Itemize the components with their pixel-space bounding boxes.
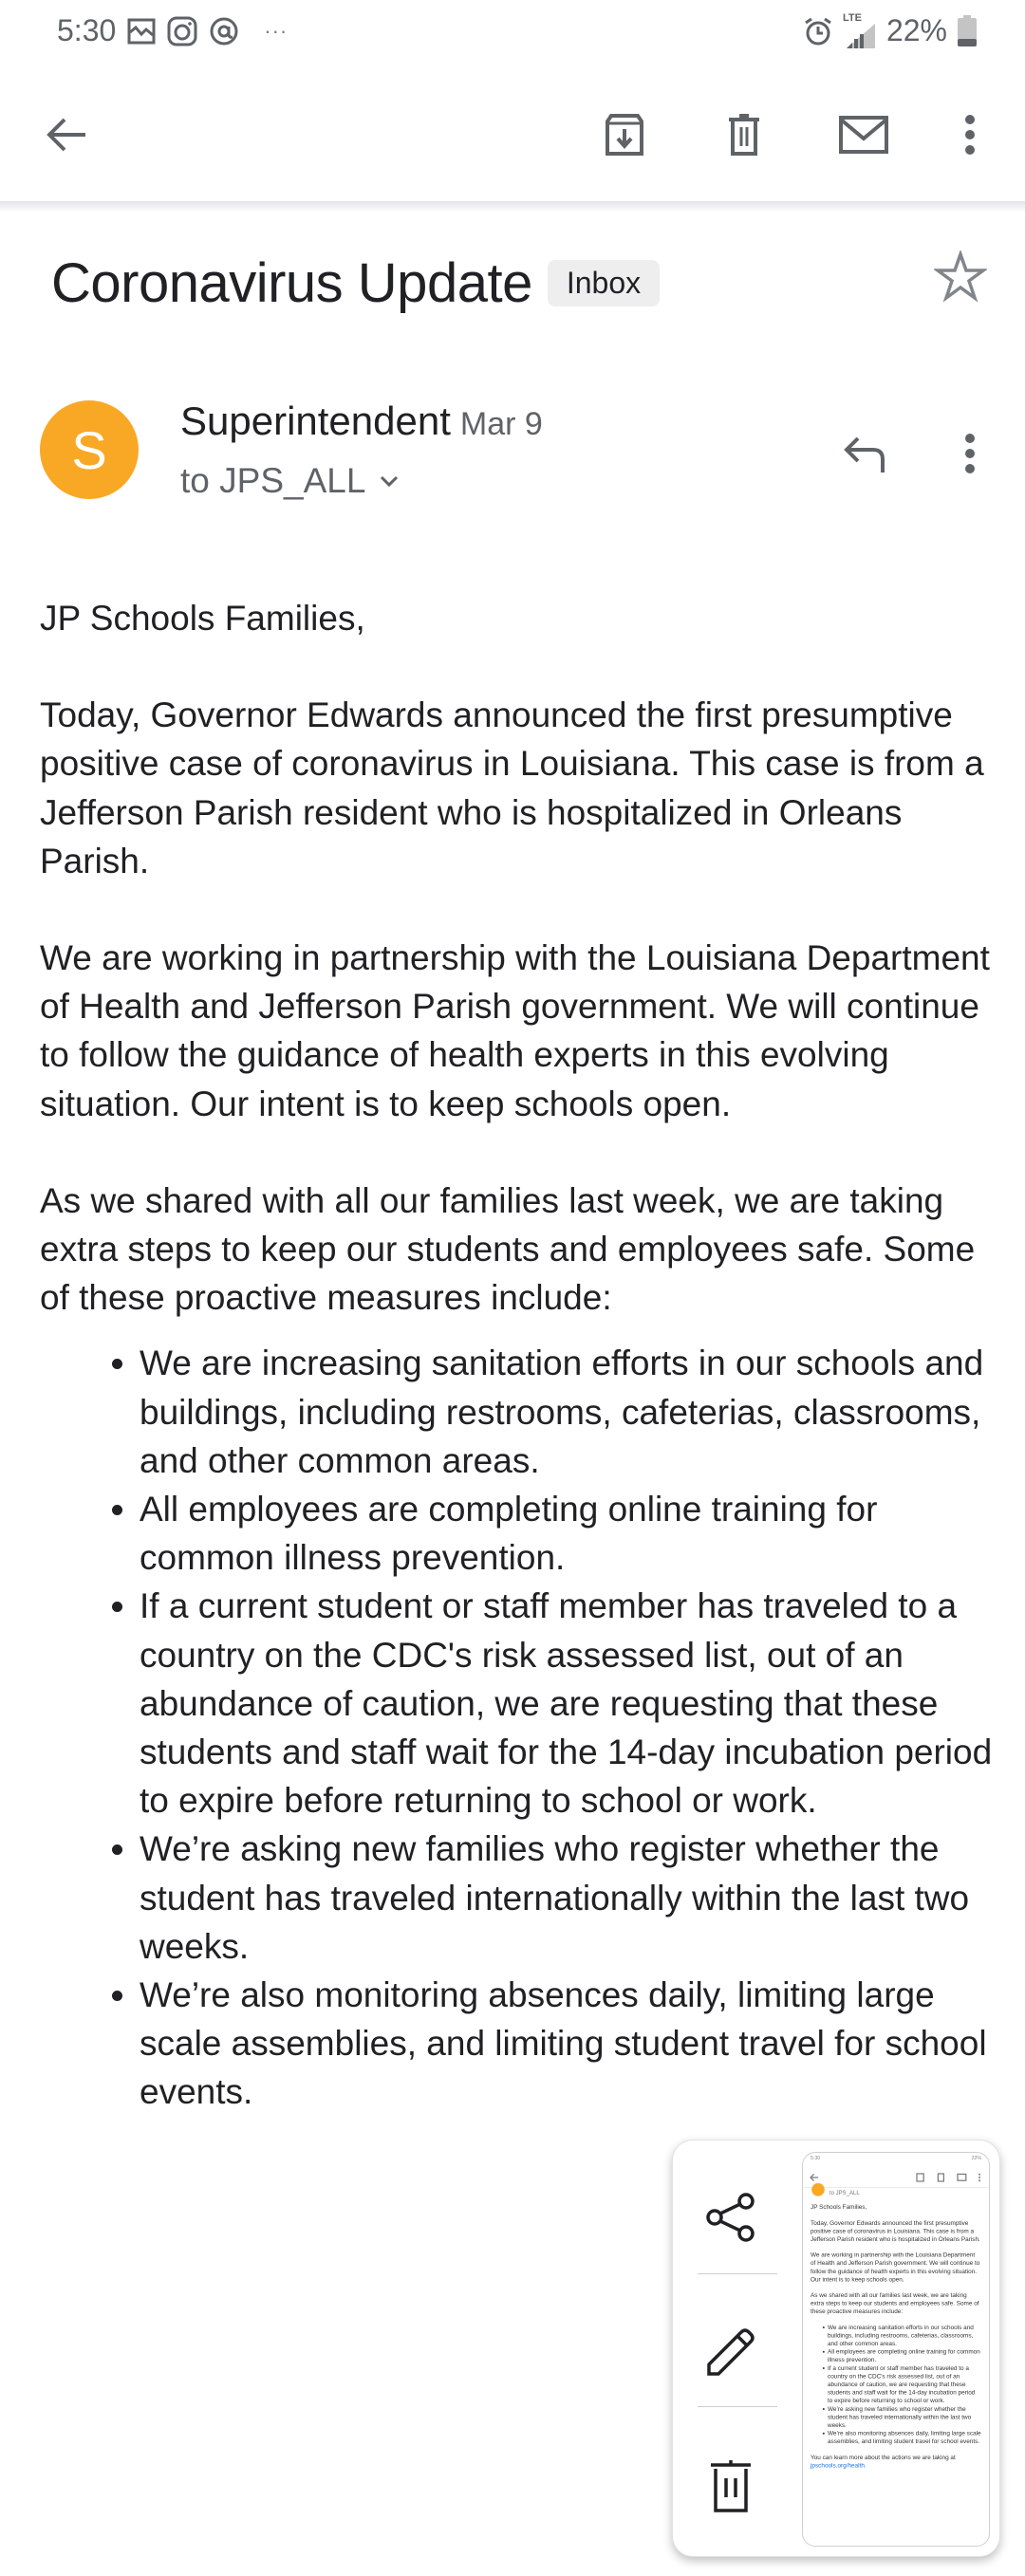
thumbnail-list: [811, 2323, 981, 2445]
mail-icon: [837, 112, 890, 158]
thumbnail-recipient: to JPS_ALL: [829, 2189, 860, 2196]
more-options-button[interactable]: [940, 104, 1000, 165]
toolbar-shadow: [0, 201, 1025, 213]
status-time: 5:30: [57, 13, 117, 47]
share-screenshot-button[interactable]: [698, 2184, 764, 2251]
network-type: LTE: [842, 12, 862, 24]
thumbnail-toolbar: [803, 2168, 989, 2188]
share-icon: [703, 2190, 758, 2245]
thumbnail-status-bar: [803, 2153, 989, 2168]
sender-name[interactable]: Superintendent: [180, 398, 451, 443]
archive-button[interactable]: [594, 104, 655, 165]
battery-percent: 22%: [885, 13, 947, 47]
delete-button[interactable]: [714, 104, 774, 165]
thumbnail-list-item: • We’re also monitoring absences daily, limiting large scale assemblies, and limiting student travel for school events.: [828, 2429, 981, 2445]
lte-signal-icon: [843, 13, 877, 48]
more-vert-icon: [978, 2174, 980, 2181]
instagram-icon: [167, 16, 197, 46]
battery-icon: [957, 15, 978, 47]
thumbnail-greeting: JP Schools Families,: [811, 2203, 867, 2211]
more-vert-icon: [960, 112, 979, 158]
thumbnail-list-item: • If a current student or staff member has traveled to a country on the CDC's risk assessed list, out of an abundance of caution, we are requesting that these students and staff wait for the 14-day incubation period to expire before returning to school or work.: [828, 2363, 981, 2404]
thumbnail-time: 5:30: [811, 2155, 821, 2160]
thumbnail-battery: 22%: [971, 2155, 981, 2160]
mark-unread-button[interactable]: [833, 104, 894, 165]
gallery-icon: [127, 17, 156, 46]
thumbnail-paragraph: Today, Governor Edwards announced the first presumptive positive case of coronavirus in Louisiana. This case is from a Jefferson Parish resident who is hospitalized in Orleans Parish.: [811, 2219, 980, 2243]
edit-screenshot-button[interactable]: [698, 2319, 764, 2385]
body-paragraph: Today, Governor Edwards announced the first presumptive positive case of coronavirus in Louisiana. This case is from a Jefferson Parish resident who is hospitalized in Orleans Parish.: [40, 695, 984, 880]
email-date: Mar 9: [459, 406, 543, 442]
recipient-details-toggle[interactable]: [180, 461, 400, 501]
inbox-label-chip[interactable]: Inbox: [548, 260, 660, 306]
measures-list: [40, 1339, 998, 2116]
subject-row: [51, 245, 987, 321]
body-paragraph: As we shared with all our families last week, we are taking extra steps to keep our students and employees safe. Some of these proactive measures include:: [40, 1180, 976, 1318]
divider: [698, 2406, 777, 2407]
closing-text: You can learn more about the actions we are taking at: [811, 2454, 956, 2461]
recipient-text: to JPS_ALL: [180, 461, 366, 500]
alarm-icon: [803, 16, 833, 46]
archive-icon: [602, 112, 647, 158]
delete-screenshot-button[interactable]: [698, 2454, 764, 2520]
more-notifications-icon: ···: [264, 18, 289, 43]
sender-line: [180, 398, 543, 444]
list-item: • All employees are completing online training for common illness prevention.: [140, 1485, 998, 1582]
chevron-down-icon: [379, 473, 400, 489]
body-paragraph: We are working in partnership with the Louisiana Department of Health and Jefferson Parish government. We will continue to follow the guidance of health experts in this evolving situation. Our intent is to keep schools open.: [40, 938, 990, 1123]
thumbnail-paragraph: We are working in partnership with the Louisiana Department of Health and Jefferson Parish government. We will continue to follow the guidance of health experts in this evolving situation. Our intent is to keep schools open.: [811, 2251, 980, 2283]
delete-icon: [938, 2174, 943, 2181]
thumbnail-toolbar-icons: [803, 2168, 989, 2187]
message-more-button[interactable]: [940, 423, 1000, 484]
screenshot-actions: [673, 2140, 789, 2556]
thumbnail-sender: [803, 2188, 989, 2203]
list-item: • We’re also monitoring absences daily, limiting large scale assemblies, and limiting student travel for school events.: [140, 1971, 998, 2117]
at-sign-icon: [209, 16, 239, 46]
sender-avatar[interactable]: S: [40, 400, 139, 499]
star-icon[interactable]: [934, 250, 987, 304]
thumbnail-body: [803, 2203, 989, 2470]
reply-icon: [841, 433, 890, 474]
archive-icon: [917, 2174, 923, 2181]
reply-button[interactable]: [835, 423, 896, 484]
screenshot-thumbnail[interactable]: [802, 2152, 990, 2547]
health-link[interactable]: jpschools.org/health.: [811, 2461, 867, 2469]
email-subject: Coronavirus Update: [51, 251, 532, 314]
list-item: • We’re asking new families who register whether the student has traveled internationally within the last two weeks.: [140, 1825, 998, 1971]
email-toolbar: [0, 66, 1025, 201]
email-greeting: JP Schools Families,: [40, 599, 365, 638]
delete-icon: [721, 112, 767, 158]
thumbnail-paragraph: As we shared with all our families last week, we are taking extra steps to keep our students and employees safe. Some of these proactive measures include:: [811, 2291, 979, 2315]
back-arrow-icon: [811, 2174, 818, 2180]
status-bar: [0, 0, 1025, 66]
divider: [698, 2273, 777, 2274]
mail-icon: [958, 2174, 966, 2180]
more-vert-icon: [960, 431, 979, 476]
thumbnail-closing: [811, 2453, 981, 2469]
thumbnail-page: [803, 2153, 989, 2470]
email-body: [40, 594, 998, 2117]
thumbnail-list-item: • All employees are completing online training for common illness prevention.: [828, 2347, 981, 2363]
delete-icon: [707, 2459, 755, 2514]
thumbnail-avatar: [811, 2182, 826, 2197]
thumbnail-list-item: • We are increasing sanitation efforts in our schools and buildings, including restrooms, cafeterias, classrooms, and other common areas.: [828, 2323, 981, 2347]
thumbnail-list-item: • We’re asking new families who register whether the student has traveled internationally within the last two weeks.: [828, 2404, 981, 2429]
pencil-icon: [703, 2325, 758, 2380]
list-item: • We are increasing sanitation efforts in our schools and buildings, including restrooms, cafeterias, classrooms, and other common areas.: [140, 1339, 998, 1485]
list-item: • If a current student or staff member has traveled to a country on the CDC's risk assessed list, out of an abundance of caution, we are requesting that these students and staff wait for the 14-day incubation period to expire before returning to school or work.: [140, 1582, 998, 1825]
back-arrow-icon: [44, 112, 89, 158]
back-button[interactable]: [36, 104, 97, 165]
screenshot-preview-panel: [672, 2140, 1000, 2557]
